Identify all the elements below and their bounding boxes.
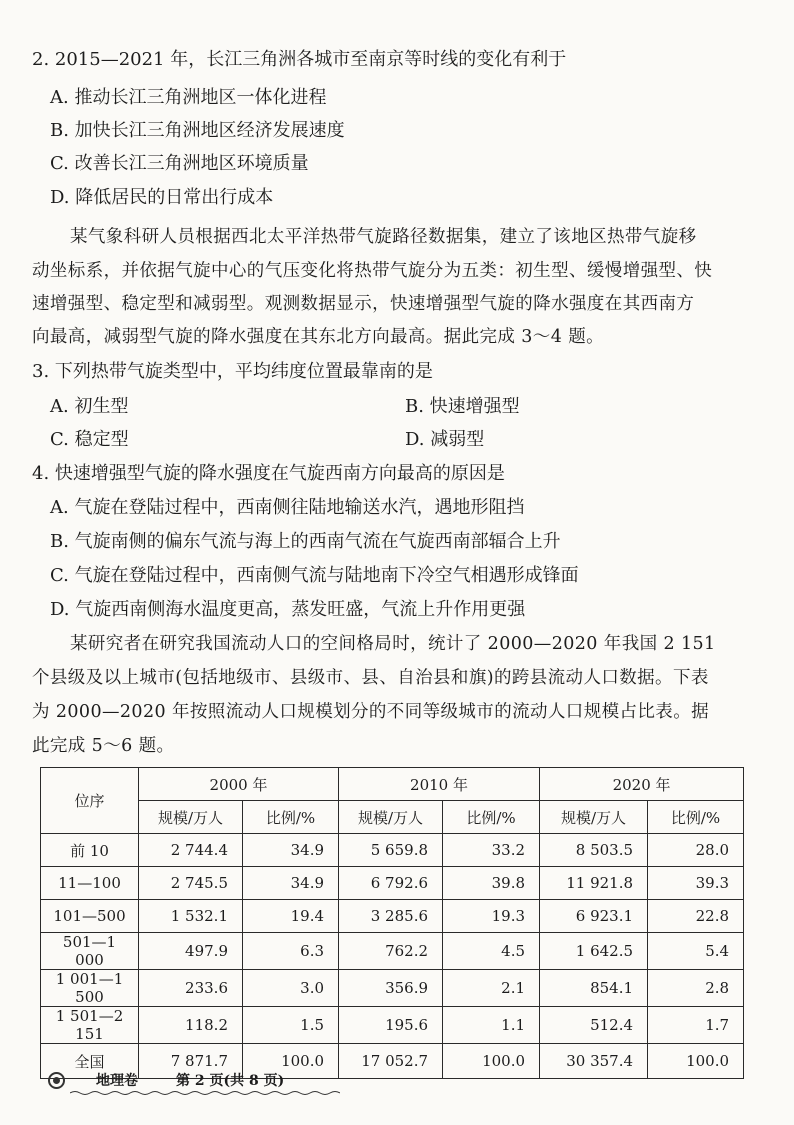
scale-header: 规模/万人 <box>139 801 243 834</box>
subject-label: 地理卷 <box>96 1073 138 1089</box>
q2-option-c: C. 改善长江三角洲地区环境质量 <box>50 153 309 174</box>
scale-cell: 8 503.5 <box>540 834 648 867</box>
q4-option-c: C. 气旋在登陆过程中，西南侧气流与陆地南下冷空气相遇形成锋面 <box>50 565 579 586</box>
year-header: 2010 年 <box>339 768 540 801</box>
scale-cell: 118.2 <box>139 1007 243 1044</box>
page-number: 第 2 页(共 8 页) <box>176 1073 285 1089</box>
ratio-cell: 3.0 <box>243 970 339 1007</box>
scale-cell: 2 745.5 <box>139 867 243 900</box>
ratio-cell: 100.0 <box>243 1044 339 1079</box>
ratio-cell: 39.8 <box>443 867 540 900</box>
scale-cell: 2 744.4 <box>139 834 243 867</box>
rank-header: 位序 <box>41 768 139 834</box>
ratio-cell: 2.1 <box>443 970 540 1007</box>
page-footer <box>48 1070 348 1094</box>
ratio-cell: 19.4 <box>243 900 339 933</box>
logo-icon <box>48 1072 65 1089</box>
q4-stem: 4. 快速增强型气旋的降水强度在气旋西南方向最高的原因是 <box>32 463 505 484</box>
passage2-line: 此完成 5～6 题。 <box>32 736 175 756</box>
scale-cell: 11 921.8 <box>540 867 648 900</box>
ratio-cell: 100.0 <box>648 1044 744 1079</box>
ratio-cell: 2.8 <box>648 970 744 1007</box>
ratio-cell: 6.3 <box>243 933 339 970</box>
ratio-header: 比例/% <box>648 801 744 834</box>
q3-option-a: A. 初生型 <box>50 396 129 417</box>
q2-stem: 2. 2015—2021 年，长江三角洲各城市至南京等时线的变化有利于 <box>32 49 567 70</box>
passage1-line: 速增强型、稳定型和减弱型。观测数据显示，快速增强型气旋的降水强度在其西南方 <box>32 294 695 314</box>
scale-cell: 3 285.6 <box>339 900 443 933</box>
scale-cell: 5 659.8 <box>339 834 443 867</box>
scale-cell: 762.2 <box>339 933 443 970</box>
ratio-cell: 22.8 <box>648 900 744 933</box>
passage1-line: 某气象科研人员根据西北太平洋热带气旋路径数据集，建立了该地区热带气旋移 <box>70 227 697 247</box>
ratio-cell: 1.5 <box>243 1007 339 1044</box>
table-row <box>41 900 744 933</box>
scale-cell: 356.9 <box>339 970 443 1007</box>
ratio-cell: 1.7 <box>648 1007 744 1044</box>
passage2-line: 为 2000—2020 年按照流动人口规模划分的不同等级城市的流动人口规模占比表。据 <box>32 702 709 722</box>
q3-option-b: B. 快速增强型 <box>405 396 520 417</box>
ratio-cell: 1.1 <box>443 1007 540 1044</box>
ratio-cell: 5.4 <box>648 933 744 970</box>
q3-option-d: D. 减弱型 <box>405 429 485 450</box>
scale-cell: 6 792.6 <box>339 867 443 900</box>
scale-cell: 497.9 <box>139 933 243 970</box>
q2-option-d: D. 降低居民的日常出行成本 <box>50 187 274 208</box>
q4-option-d: D. 气旋西南侧海水温度更高，蒸发旺盛，气流上升作用更强 <box>50 599 526 620</box>
ratio-cell: 28.0 <box>648 834 744 867</box>
rank-cell: 全国 <box>41 1044 139 1079</box>
passage1-line: 向最高，减弱型气旋的降水强度在其东北方向最高。据此完成 3～4 题。 <box>32 327 604 347</box>
ratio-cell: 100.0 <box>443 1044 540 1079</box>
passage2-line: 某研究者在研究我国流动人口的空间格局时，统计了 2000—2020 年我国 2 151 <box>70 634 716 654</box>
year-header: 2020 年 <box>540 768 744 801</box>
ratio-cell: 33.2 <box>443 834 540 867</box>
ratio-cell: 39.3 <box>648 867 744 900</box>
q4-option-b: B. 气旋南侧的偏东气流与海上的西南气流在气旋西南部辐合上升 <box>50 531 561 552</box>
scale-header: 规模/万人 <box>540 801 648 834</box>
scale-cell: 7 871.7 <box>139 1044 243 1079</box>
ratio-cell: 34.9 <box>243 834 339 867</box>
table-row <box>41 1007 744 1044</box>
rank-cell: 11—100 <box>41 867 139 900</box>
table-row <box>41 834 744 867</box>
table-row <box>41 867 744 900</box>
scale-cell: 1 532.1 <box>139 900 243 933</box>
ratio-cell: 4.5 <box>443 933 540 970</box>
q2-option-a: A. 推动长江三角洲地区一体化进程 <box>50 87 327 108</box>
rank-cell: 前 10 <box>41 834 139 867</box>
q4-option-a: A. 气旋在登陆过程中，西南侧往陆地输送水汽，遇地形阻挡 <box>50 497 525 518</box>
ratio-header: 比例/% <box>243 801 339 834</box>
scale-cell: 854.1 <box>540 970 648 1007</box>
scale-cell: 17 052.7 <box>339 1044 443 1079</box>
rank-cell: 501—1 000 <box>41 933 139 970</box>
scale-cell: 195.6 <box>339 1007 443 1044</box>
rank-cell: 1 001—1 500 <box>41 970 139 1007</box>
q3-stem: 3. 下列热带气旋类型中，平均纬度位置最靠南的是 <box>32 361 433 382</box>
q2-option-b: B. 加快长江三角洲地区经济发展速度 <box>50 120 345 141</box>
ratio-cell: 34.9 <box>243 867 339 900</box>
table-row <box>41 933 744 970</box>
passage1-line: 动坐标系，并依据气旋中心的气压变化将热带气旋分为五类：初生型、缓慢增强型、快 <box>32 261 713 281</box>
scale-cell: 512.4 <box>540 1007 648 1044</box>
scale-cell: 6 923.1 <box>540 900 648 933</box>
rank-cell: 101—500 <box>41 900 139 933</box>
scale-header: 规模/万人 <box>339 801 443 834</box>
wave-divider-icon <box>70 1090 340 1096</box>
scale-cell: 30 357.4 <box>540 1044 648 1079</box>
rank-cell: 1 501—2 151 <box>41 1007 139 1044</box>
scale-cell: 233.6 <box>139 970 243 1007</box>
table-row <box>41 970 744 1007</box>
ratio-header: 比例/% <box>443 801 540 834</box>
year-header: 2000 年 <box>139 768 339 801</box>
q3-option-c: C. 稳定型 <box>50 429 129 450</box>
migrant-population-table <box>40 767 744 1079</box>
ratio-cell: 19.3 <box>443 900 540 933</box>
passage2-line: 个县级及以上城市(包括地级市、县级市、县、自治县和旗)的跨县流动人口数据。下表 <box>32 668 709 688</box>
scale-cell: 1 642.5 <box>540 933 648 970</box>
